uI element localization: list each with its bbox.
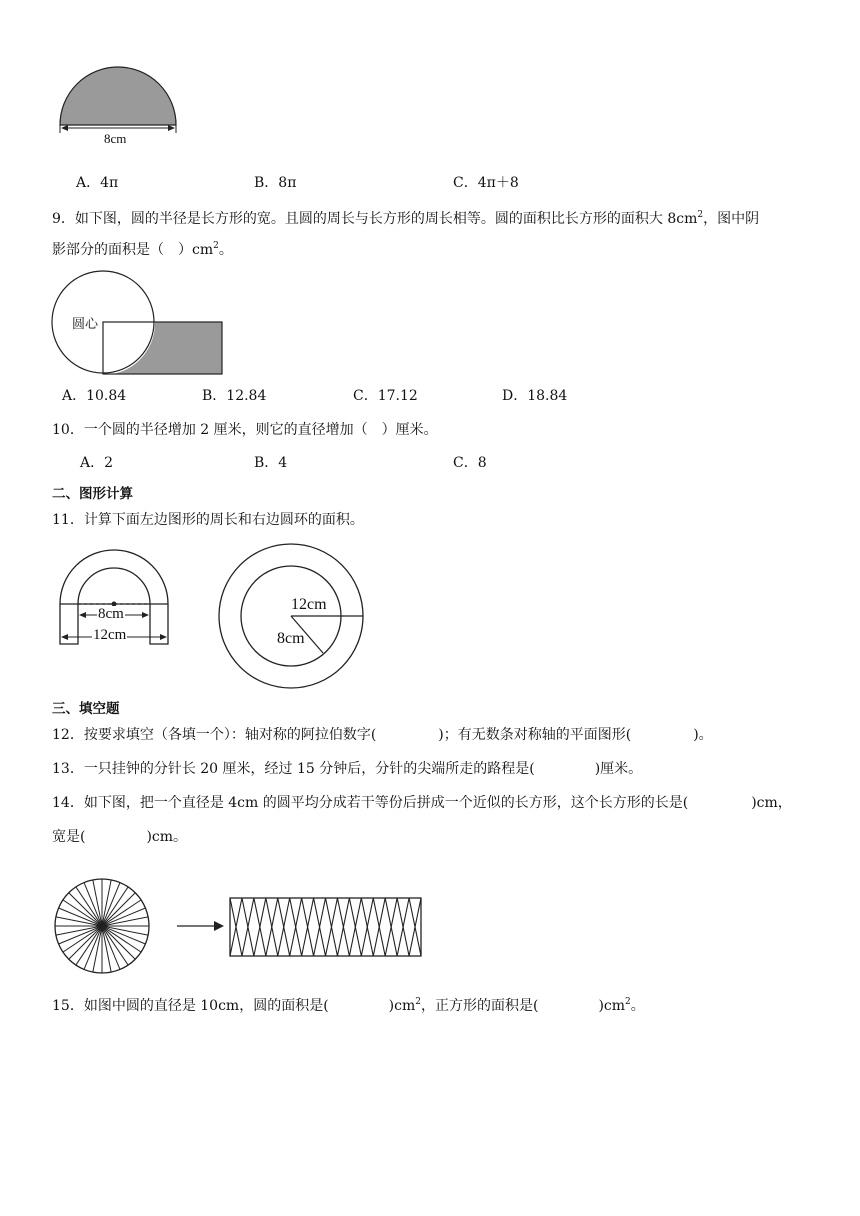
q10-option-c[interactable]: C．8 [453, 455, 487, 471]
q15-question: 15．如图中圆的直径是 10cm，圆的面积是( )$cm^2$，正方形的面积是( )$cm^2$。 [52, 997, 645, 1014]
q13-question: 13．一只挂钟的分针长 20 厘米，经过 15 分钟后，分针的尖端所走的路程是( )厘米。 [52, 761, 643, 777]
rearranged-sectors-zigzag [230, 898, 421, 956]
semicircle-diameter-label: 8cm [104, 131, 127, 146]
annulus-inner-radius-label: 8cm [277, 630, 305, 647]
q10-option-b[interactable]: B．4 [254, 455, 288, 471]
q9-option-d[interactable]: D．18.84 [502, 388, 568, 404]
rearranged-sectors-zigzag [230, 898, 421, 956]
q9-option-c[interactable]: C．17.12 [353, 388, 418, 404]
q14-question-line2: 宽是( )cm。 [52, 829, 188, 845]
q12-question: 12．按要求填空（各填一个）：轴对称的阿拉伯数字( )；有无数条对称轴的平面图形( )。 [52, 727, 713, 743]
q10-option-a[interactable]: A．2 [80, 455, 114, 471]
section-heading-2: 二、图形计算 [52, 486, 133, 502]
q14-question-line1: 14．如下图，把一个直径是 4cm 的圆平均分成若干等份后拼成一个近似的长方形，这个长方形的长是( )cm， [52, 795, 792, 811]
section-heading-3: 三、填空题 [52, 701, 120, 717]
q8-option-b[interactable]: B．8π [254, 175, 297, 191]
q9-option-a[interactable]: A．10.84 [62, 388, 127, 404]
q11-question: 11．计算下面左边图形的周长和右边圆环的面积。 [52, 512, 364, 528]
q9-question-line2: 影部分的面积是（ ）$cm^2$。 [52, 241, 233, 258]
annulus-outer-radius-label: 12cm [291, 596, 327, 613]
q9-option-b[interactable]: B．12.84 [202, 388, 267, 404]
q9-question-line1: 9．如下图，圆的半径是长方形的宽。且圆的周长与长方形的周长相等。圆的面积比长方形的面积大 $8cm^2$，图中阴 [52, 210, 760, 227]
half-ring-outer-label: 12cm [93, 627, 127, 643]
q8-option-a[interactable]: A．4π [76, 175, 119, 191]
q8-option-c[interactable]: C．4π＋8 [453, 175, 519, 191]
half-ring-inner-label: 8cm [98, 606, 124, 622]
q10-question: 10．一个圆的半径增加 2 厘米，则它的直径增加（ ）厘米。 [52, 422, 438, 438]
circle-center-label: 圆心 [72, 317, 99, 332]
